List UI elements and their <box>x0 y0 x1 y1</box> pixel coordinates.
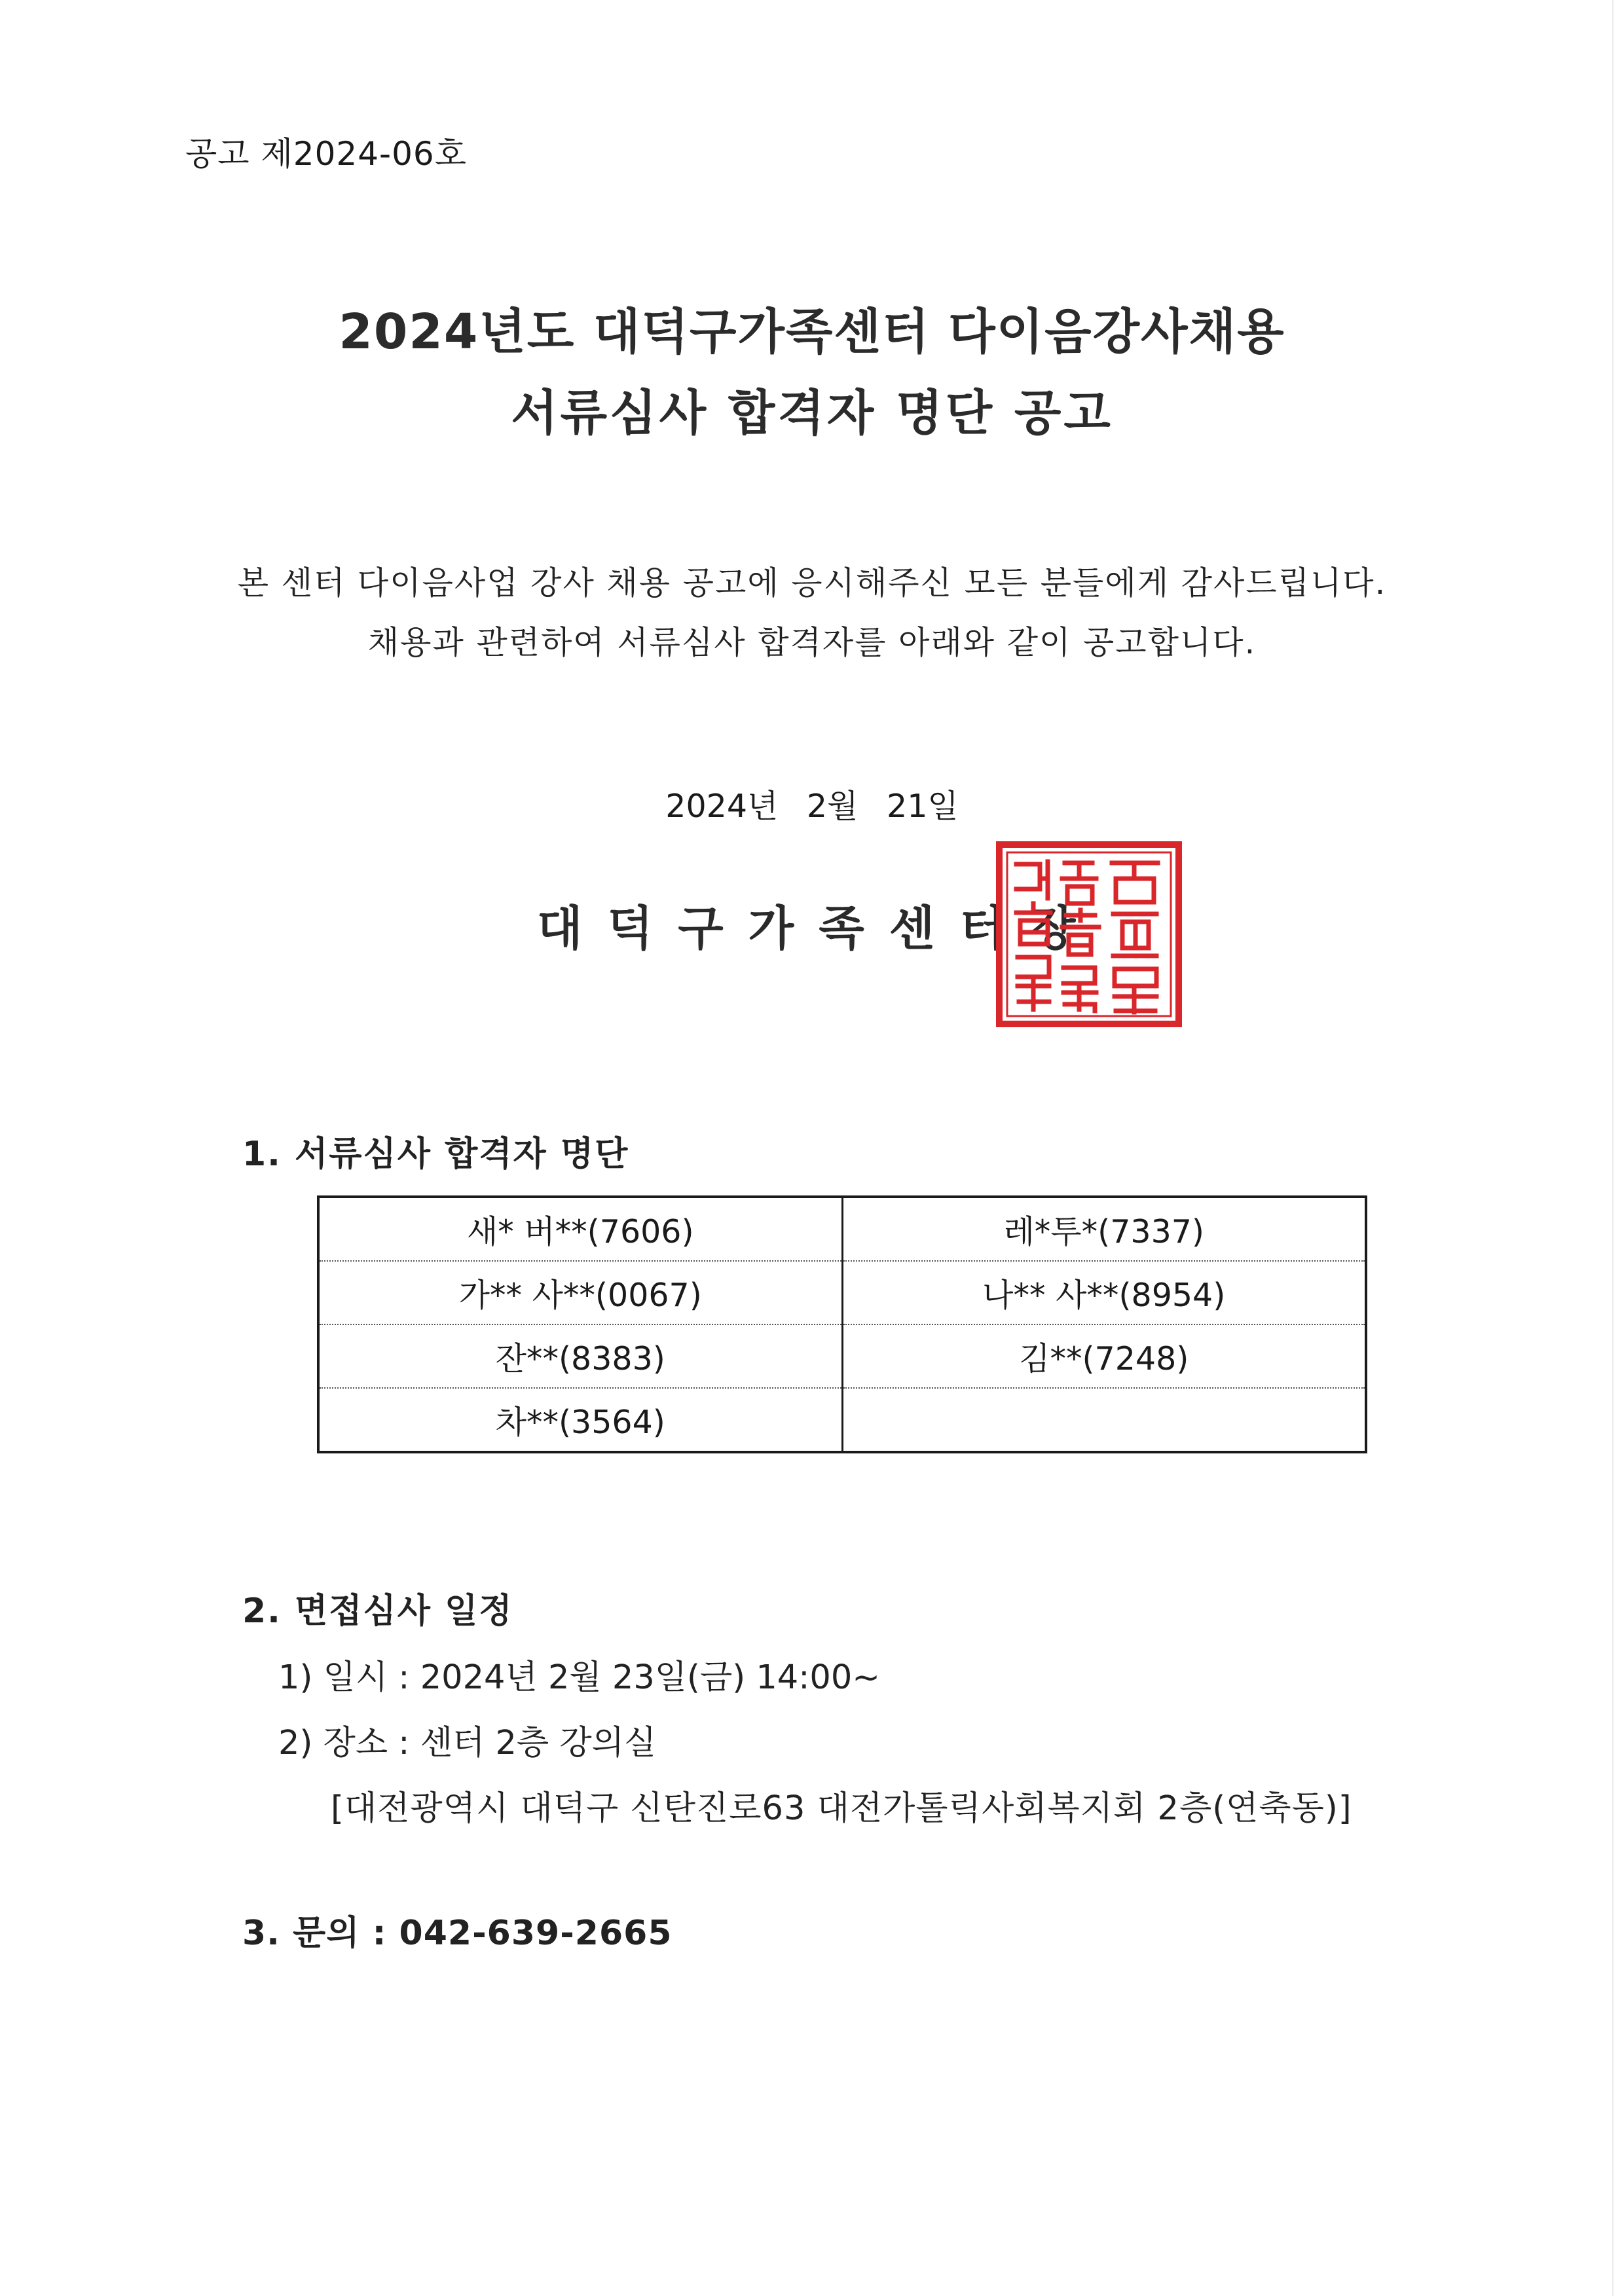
table-cell: 새* 버**(7606) <box>318 1197 842 1261</box>
document-title-line2: 서류심사 합격자 명단 공고 <box>511 385 1113 441</box>
issue-date <box>0 781 1624 827</box>
table-row <box>318 1388 1366 1452</box>
table-cell: 김**(7248) <box>842 1324 1366 1388</box>
table-cell: 레*투*(7337) <box>842 1197 1366 1261</box>
issue-date-month: 2월 <box>806 788 858 825</box>
issue-date-day: 21일 <box>887 788 959 825</box>
interview-address: [대전광역시 대덕구 신탄진로63 대전가톨릭사회복지회 2층(연축동)] <box>331 1789 1352 1828</box>
notice-number: 공고 제2024-06호 <box>185 135 468 173</box>
intro-line1: 본 센터 다이음사업 강사 채용 공고에 응시해주신 모든 분들에게 감사드립니다. <box>237 564 1387 602</box>
table-row <box>318 1324 1366 1388</box>
interview-location: 2) 장소 : 센터 2층 강의실 <box>278 1724 657 1762</box>
table-row <box>318 1261 1366 1324</box>
table-cell: 가** 사**(0067) <box>318 1261 842 1324</box>
table-cell: 차**(3564) <box>318 1388 842 1452</box>
contact-separator: : <box>360 1914 399 1953</box>
interview-datetime: 1) 일시 : 2024년 2월 23일(금) 14:00~ <box>278 1658 881 1697</box>
contact-phone: 042-639-2665 <box>399 1914 673 1953</box>
table-row <box>318 1197 1366 1261</box>
intro-line2: 채용과 관련하여 서류심사 합격자를 아래와 같이 공고합니다. <box>367 624 1257 661</box>
document-title-line1: 2024년도 대덕구가족센터 다이음강사채용 <box>339 304 1285 360</box>
contact-label: 3. 문의 <box>242 1914 360 1953</box>
issuer-name: 대덕구가족센터장 <box>537 901 1101 956</box>
section-3-contact <box>242 1905 673 1954</box>
section-2-heading: 2. 면접심사 일정 <box>242 1592 513 1631</box>
passer-list-table <box>317 1195 1367 1453</box>
table-cell-empty <box>842 1388 1366 1452</box>
official-seal-stamp <box>994 839 1184 1029</box>
table-cell: 나** 사**(8954) <box>842 1261 1366 1324</box>
table-cell: 잔**(8383) <box>318 1324 842 1388</box>
issue-date-year: 2024년 <box>665 788 779 825</box>
section-1-heading: 1. 서류심사 합격자 명단 <box>242 1135 629 1174</box>
